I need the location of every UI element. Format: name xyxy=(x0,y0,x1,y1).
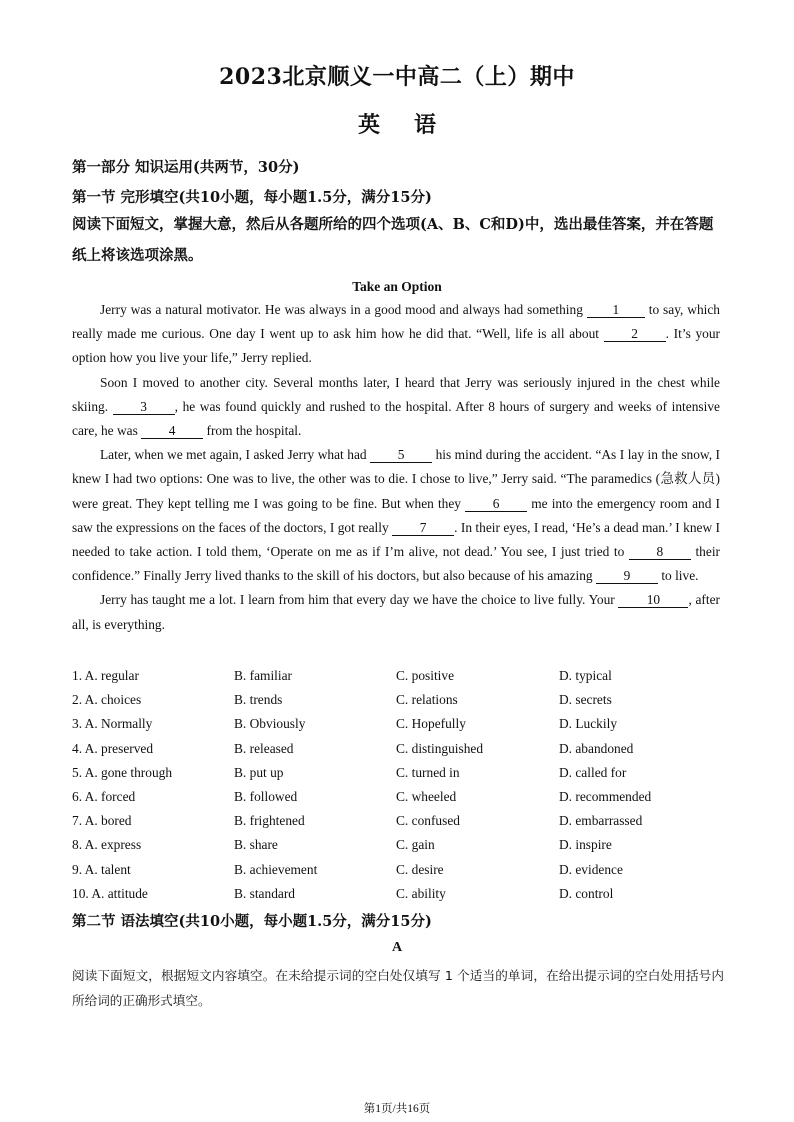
option-d: D. Luckily xyxy=(559,716,618,732)
option-c: C. turned in xyxy=(396,764,460,780)
option-b: B. followed xyxy=(234,788,298,804)
page-number: 第1页/共16页 xyxy=(363,1103,431,1115)
option-a: 1. A. regular xyxy=(72,668,139,683)
option-d: D. secrets xyxy=(559,692,612,708)
part1-heading: 第一部分 知识运用(共两节，30分) xyxy=(72,159,300,176)
option-c: C. wheeled xyxy=(396,788,457,804)
option-a: 6. A. forced xyxy=(72,788,136,804)
section2-heading: 第二节 语法填空(共10小题，每小题1.5分，满分15分) xyxy=(72,913,432,930)
blank-2: 2 xyxy=(604,326,666,342)
blank-7: 7 xyxy=(392,520,454,536)
option-row xyxy=(72,882,722,906)
option-a: 4. A. preserved xyxy=(72,740,154,756)
option-c: C. confused xyxy=(396,813,460,829)
option-d: D. abandoned xyxy=(559,740,634,756)
option-a: 8. A. express xyxy=(72,837,142,853)
option-b: B. achievement xyxy=(234,861,318,877)
option-a: 7. A. bored xyxy=(72,813,132,829)
blank-6: 6 xyxy=(465,496,527,512)
passage-title: Take an Option xyxy=(352,279,442,294)
section2-part-label: A xyxy=(391,940,403,955)
option-c: C. desire xyxy=(396,861,444,877)
option-a: 10. A. attitude xyxy=(72,885,148,901)
option-b: B. standard xyxy=(234,885,295,901)
option-row xyxy=(72,712,722,736)
subject-char-2: 语 xyxy=(414,112,437,138)
option-a: 3. A. Normally xyxy=(72,716,153,732)
option-d: D. recommended xyxy=(559,788,652,804)
option-b: B. released xyxy=(234,740,294,756)
option-row xyxy=(72,833,722,857)
section2-instruction: 阅读下面短文，根据短文内容填空。在未给提示词的空白处仅填写 1 个适当的单词，在给出提示词的空白处用括号内所给词的正确形式填空。 xyxy=(72,968,724,1008)
option-c: C. relations xyxy=(396,692,458,708)
passage-body xyxy=(72,298,720,637)
option-c: C. Hopefully xyxy=(396,716,466,732)
paragraph-3: Later, when we met again, I asked Jerry what had 5 his mind during the accident. “As I lay in the snow, I knew I had two options: One was to live, the other was to die. I chose to live,” Jerry said. “The paramedics (急救人员) were great. They kept telling me I was going to be fine. But when they 6 me into the emergency room and I saw the expressions on the faces of the doctors, I got really 7 . In their eyes, I read, ‘He’s a dead man.’ I knew I needed to take action. I told them, ‘Operate on me as if I’m alive, not dead.’ You see, I just tried to 8 their confidence.” Finally Jerry lived thanks to the skill of his doctors, but also because of his amazing 9 to live. xyxy=(72,447,721,584)
option-d: D. embarrassed xyxy=(559,813,643,829)
option-c: C. ability xyxy=(396,885,446,901)
option-b: B. put up xyxy=(234,764,284,780)
option-a: 9. A. talent xyxy=(72,861,131,877)
option-d: D. evidence xyxy=(559,861,623,877)
option-row xyxy=(72,858,722,882)
answer-options xyxy=(72,664,722,906)
blank-4: 4 xyxy=(141,423,203,439)
section1-instruction: 阅读下面短文，掌握大意，然后从各题所给的四个选项(A、B、C和D)中，选出最佳答案，并在答题纸上将该选项涂黑。 xyxy=(72,216,714,264)
option-b: B. trends xyxy=(234,692,283,708)
option-a: 2. A. choices xyxy=(72,692,142,708)
paragraph-2: Soon I moved to another city. Several months later, I heard that Jerry was seriously injured in the chest while skiing. 3 , he was found quickly and rushed to the hospital. After 8 hours of surgery and weeks of intensive care, he was 4 from the hospital. xyxy=(72,374,720,439)
option-row xyxy=(72,664,722,688)
blank-5: 5 xyxy=(370,447,432,463)
option-d: D. control xyxy=(559,885,614,901)
blank-3: 3 xyxy=(113,399,175,415)
exam-title: 2023北京顺义一中高二（上）期中 xyxy=(219,64,575,90)
option-row xyxy=(72,688,722,712)
option-b: B. frightened xyxy=(234,813,305,829)
paragraph-1: Jerry was a natural motivator. He was always in a good mood and always had something 1 to say, which really made me curious. One day I went up to ask him how he did that. “Well, life is all about 2 . It’s your option how you live your life,” Jerry replied. xyxy=(72,302,721,366)
subject-title xyxy=(0,108,794,139)
subject-char-1: 英 xyxy=(357,112,380,138)
option-d: D. typical xyxy=(559,668,612,683)
section1-heading: 第一节 完形填空(共10小题，每小题1.5分，满分15分) xyxy=(72,189,432,206)
option-b: B. familiar xyxy=(234,668,293,683)
option-row xyxy=(72,761,722,785)
option-d: D. called for xyxy=(559,764,627,780)
blank-9: 9 xyxy=(596,568,658,584)
option-row xyxy=(72,785,722,809)
option-a: 5. A. gone through xyxy=(72,764,173,780)
option-c: C. distinguished xyxy=(396,740,484,756)
option-row xyxy=(72,737,722,761)
paragraph-4: Jerry has taught me a lot. I learn from him that every day we have the choice to live fully. Your 10 , after all, is everything. xyxy=(72,592,720,632)
option-b: B. share xyxy=(234,837,278,853)
option-b: B. Obviously xyxy=(234,716,306,732)
blank-8: 8 xyxy=(629,544,691,560)
option-d: D. inspire xyxy=(559,837,612,853)
blank-1: 1 xyxy=(587,302,645,318)
option-c: C. gain xyxy=(396,837,435,853)
blank-10: 10 xyxy=(618,592,688,608)
option-c: C. positive xyxy=(396,668,455,683)
option-row xyxy=(72,809,722,833)
